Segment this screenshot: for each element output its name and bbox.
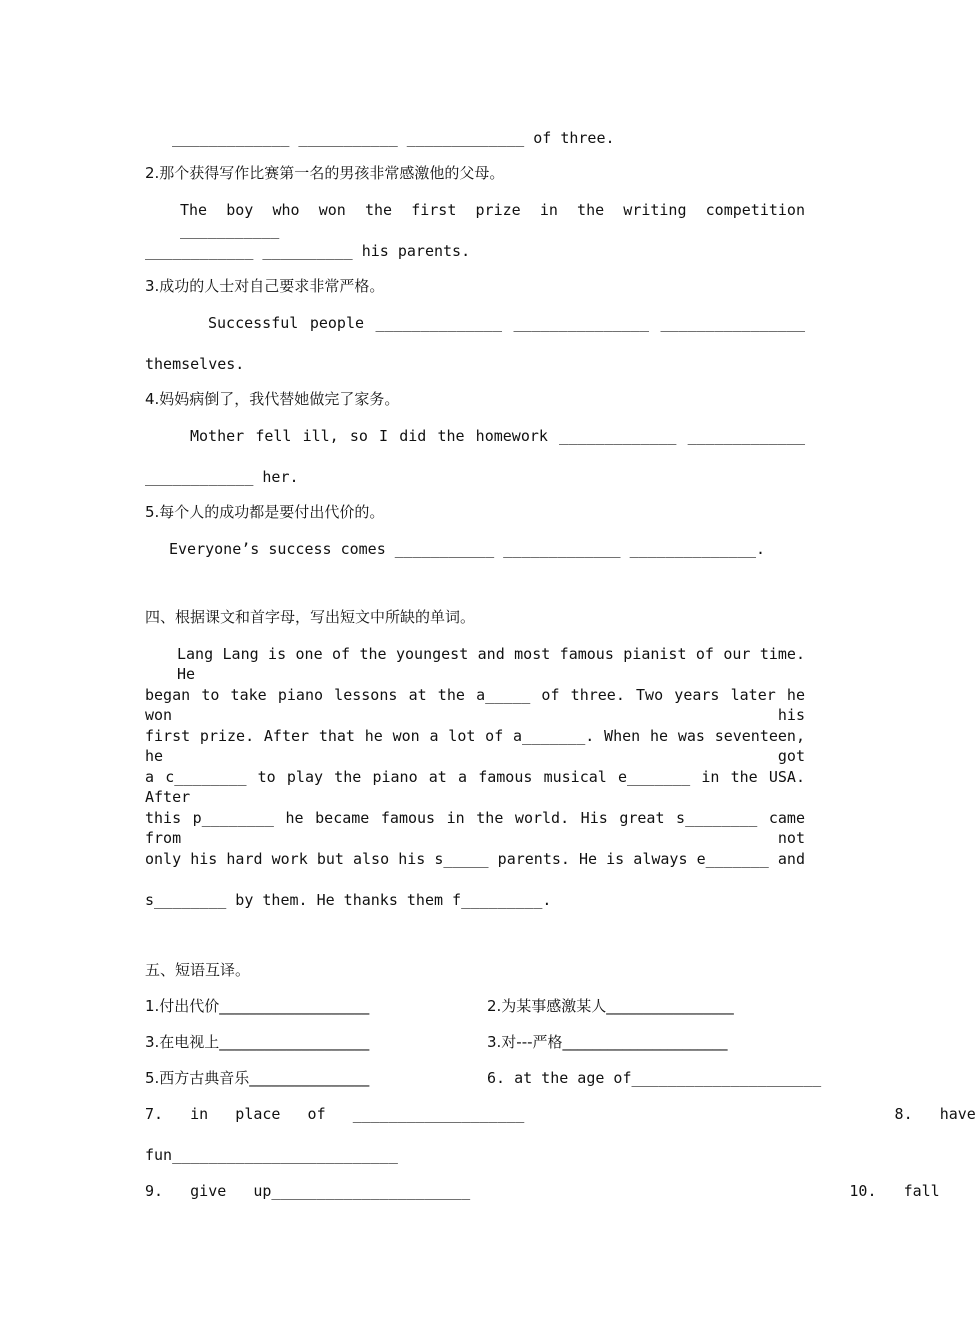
- phrase-items-9-10: 9. give up______________________ 10. fall: [145, 1182, 940, 1200]
- q3-english-line-2: themselves.: [145, 355, 245, 373]
- phrase-item-2: 2.为某事感激某人_________________: [487, 997, 734, 1015]
- q3-english-line-1: Successful people ______________ _______________ ________________: [208, 314, 805, 332]
- phrase-items-7-8: 7. in place of ___________________ 8. have: [145, 1105, 976, 1123]
- passage-line-1: Lang Lang is one of the youngest and most famous pianist of our time. He: [177, 645, 805, 683]
- phrase-item-6: 6. at the age of_____________________: [487, 1069, 822, 1087]
- passage-line-7: s________ by them. He thanks them f_________.: [145, 891, 552, 909]
- phrase-item-3: 3.在电视上____________________: [145, 1033, 370, 1051]
- phrase-item-1: 1.付出代价____________________: [145, 997, 370, 1015]
- q5-chinese-prompt: 5.每个人的成功都是要付出代价的。: [145, 503, 385, 521]
- q2-english-line-2: ____________ __________ his parents.: [145, 242, 471, 260]
- passage-line-3: first prize. After that he won a lot of a_______. When he was seventeen, he got: [145, 727, 805, 765]
- q4-english-line-1: Mother fell ill, so I did the homework _____________ _____________: [190, 427, 805, 445]
- passage-line-6: only his hard work but also his s_____ parents. He is always e_______ and: [145, 850, 805, 868]
- passage-line-4: a c________ to play the piano at a famous musical e_______ in the USA. After: [145, 768, 805, 806]
- q5-english-line-1: Everyone’s success comes ___________ _____________ ______________.: [169, 540, 766, 558]
- section5-heading: 五、短语互译。: [145, 961, 251, 979]
- phrase-item-5: 5.西方古典音乐________________: [145, 1069, 370, 1087]
- q4-chinese-prompt: 4.妈妈病倒了，我代替她做完了家务。: [145, 390, 400, 408]
- q2-english-line-1: The boy who won the first prize in the writing competition ___________: [180, 201, 805, 239]
- phrase-item-8-continued: fun_________________________: [145, 1146, 398, 1164]
- q4-english-line-2: ____________ her.: [145, 468, 299, 486]
- phrase-item-4: 3.对---严格______________________: [487, 1033, 728, 1051]
- q3-chinese-prompt: 3.成功的人士对自己要求非常严格。: [145, 277, 385, 295]
- passage-line-5: this p________ he became famous in the world. His great s________ came from not: [145, 809, 805, 847]
- passage-line-2: began to take piano lessons at the a_____ of three. Two years later he won his: [145, 686, 805, 724]
- q2-chinese-prompt: 2.那个获得写作比赛第一名的男孩非常感激他的父母。: [145, 164, 505, 182]
- section4-heading: 四、根据课文和首字母，写出短文中所缺的单词。: [145, 608, 476, 626]
- q1-answer-line: _____________ ___________ _____________ of three.: [172, 129, 615, 147]
